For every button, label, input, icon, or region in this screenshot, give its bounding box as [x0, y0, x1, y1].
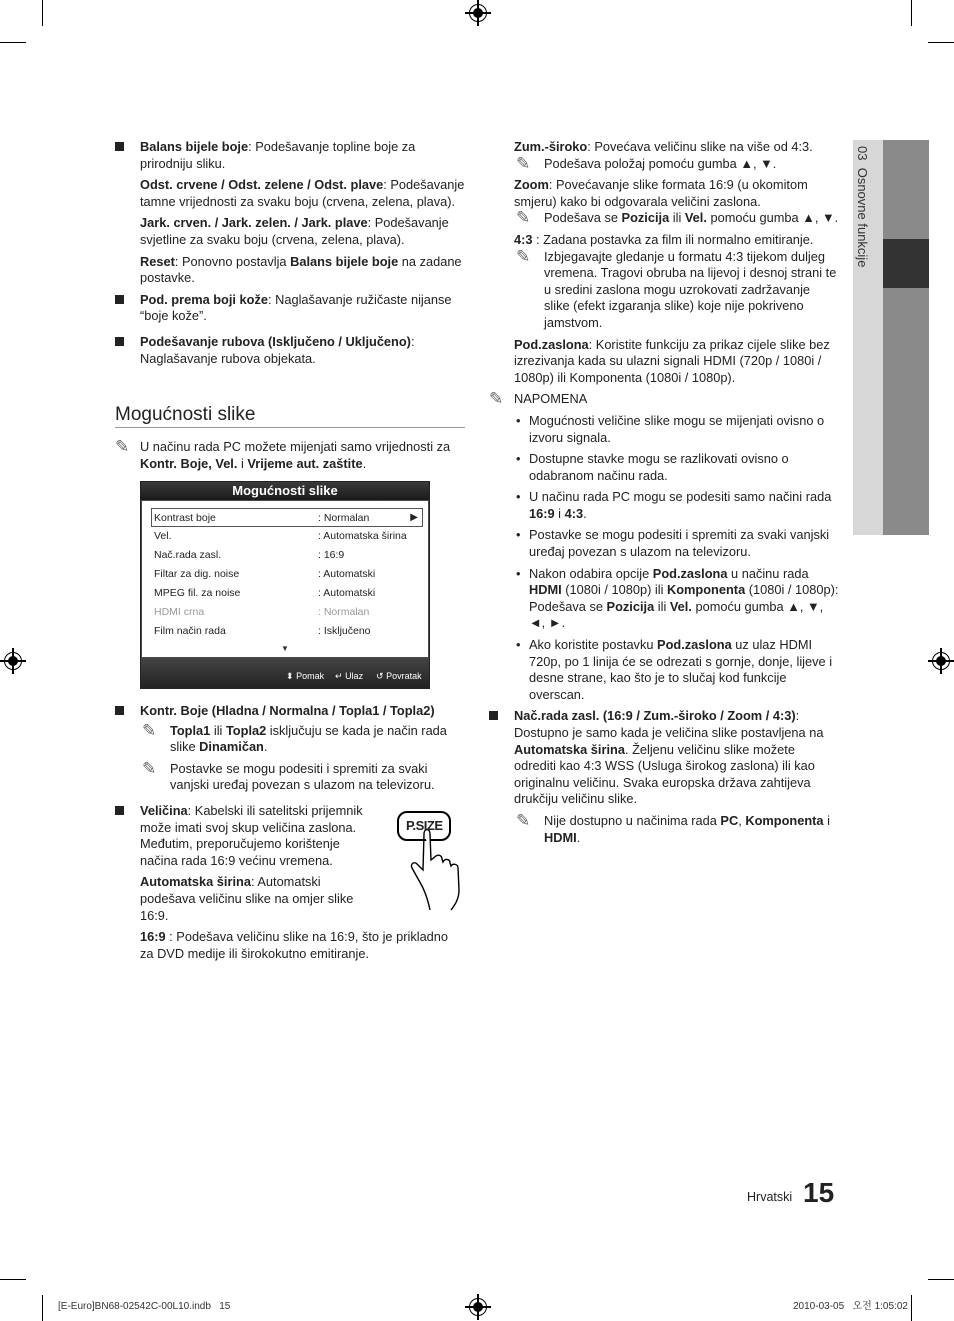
note-pencil-icon: ✎	[142, 720, 157, 740]
list-item: Balans bijele boje: Podešavanje topline boje za prirodniju sliku.	[115, 139, 465, 172]
crop-mark	[928, 1279, 954, 1280]
paragraph: 4:3 : Zadana postavka za film ili normalno emitiranje.	[514, 231, 814, 247]
list-item: Nač.rada zasl. (16:9 / Zum.-široko / Zoom / 4:3): Dostupno je samo kada je veličina slike postavljena na Automatska širina. Željenu veličinu slike možete odrediti kao 4:3 WSS (Usluga širokog zaslona) ili kao originalnu veličinu. Svaka europska država zahtijeva drukčiju veličinu slike.	[489, 708, 839, 808]
square-bullet-icon	[115, 295, 124, 304]
print-date-info: 2010-03-05 오전 1:05:02	[793, 1301, 908, 1312]
crop-mark	[0, 1279, 26, 1280]
arrow-right-icon: ▶	[410, 512, 418, 523]
paragraph: Pod.zaslona: Koristite funkciju za prikaz cijele slike bez izrezivanja kada su ulazni signali HDMI (720p / 1080i / 1080p) ili Komponenta (1080i / 1080p).	[514, 336, 830, 385]
square-bullet-icon	[489, 711, 498, 720]
list-subitem: Odst. crvene / Odst. zelene / Odst. plave: Podešavanje tamne vrijednosti za svaku boju (crvena, zelena, plava).	[140, 177, 465, 209]
note: ✎ Podešava se Pozicija ili Vel. pomoću gumba ▲, ▼.	[516, 208, 839, 228]
heading-rule	[115, 427, 465, 428]
list-item: Pod. prema boji kože: Naglašavanje ružičaste nijanse “boje kože”.	[115, 292, 465, 325]
crop-mark	[911, 0, 912, 26]
osd-row[interactable]: Nač.rada zasl. : 16:9	[154, 549, 345, 561]
square-bullet-icon	[115, 142, 124, 151]
chapter-tab-marker	[883, 239, 929, 288]
osd-row[interactable]: MPEG fil. za noise : Automatski	[154, 587, 376, 599]
osd-menu	[140, 481, 430, 689]
pc-note: ✎ U načinu rada PC možete mijenjati samo vrijednosti za Kontr. Boje, Vel. i Vrijeme aut. zaštite.	[115, 437, 451, 471]
chapter-title: Osnovne funkcije	[855, 167, 870, 268]
list-subitem: Automatska širina: Automatski podešava veličinu slike na omjer slike 16:9.	[140, 874, 354, 923]
list-item: Podešavanje rubova (Isključeno / Uključeno): Naglašavanje rubova objekata.	[115, 334, 465, 367]
note: ✎ Podešava položaj pomoću gumba ▲, ▼.	[516, 153, 777, 173]
list-subitem: Jark. crven. / Jark. zelen. / Jark. plave: Podešavanje svjetline za svaku boju (crvena, zelena, plava).	[140, 215, 449, 247]
osd-row-disabled: HDMI crna : Normalan	[154, 606, 370, 618]
osd-row-selected[interactable]: Kontrast boje : Normalan ▶	[151, 508, 423, 527]
left-column	[115, 139, 465, 372]
paragraph: Zum.-široko: Povećava veličinu slike na više od 4:3.	[514, 139, 813, 154]
crop-mark	[0, 42, 26, 43]
osd-footer: ⬍ Pomak ↵ Ulaz ↺ Povratak	[141, 658, 429, 688]
square-bullet-icon	[115, 337, 124, 346]
paragraph: Zoom: Povećavanje slike formata 16:9 (u okomitom smjeru) kako bi odgovarala veličini zaslona.	[514, 177, 808, 209]
page-language: Hrvatski	[747, 1190, 793, 1204]
print-file-info: [E-Euro]BN68-02542C-00L10.indb 15	[58, 1301, 231, 1312]
right-column	[489, 139, 839, 851]
bullet-item: • Dostupne stavke mogu se razlikovati ovisno o odabranom načinu rada.	[516, 451, 789, 483]
note: ✎ Postavke se mogu podesiti i spremiti za svaki vanjski uređaj povezan s ulazom na televizoru.	[142, 758, 435, 793]
registration-mark-icon	[932, 652, 950, 670]
move-icon: ⬍	[286, 671, 294, 681]
note-pencil-icon: ✎	[115, 437, 130, 456]
note: ✎ Topla1 ili Topla2 isključuju se kada je način rada slike Dinamičan.	[142, 720, 447, 755]
bullet-item: • U načinu rada PC mogu se podesiti samo načini rada 16:9 i 4:3.	[516, 489, 832, 521]
note-pencil-icon: ✎	[516, 153, 531, 173]
crop-mark	[911, 1295, 912, 1321]
osd-row[interactable]: Vel. : Automatska širina	[154, 530, 407, 542]
chapter-tab-label	[853, 146, 870, 267]
registration-mark-icon	[4, 652, 22, 670]
enter-icon: ↵	[335, 671, 343, 681]
bullet-item: • Nakon odabira opcije Pod.zaslona u načinu rada HDMI (1080i / 1080p) ili Komponenta (1080i / 1080p): Podešava se Pozicija ili Vel. pomoću gumba ▲, ▼, ◄, ►.	[516, 565, 839, 631]
bullet-item: • Ako koristite postavku Pod.zaslona uz ulaz HDMI 720p, po 1 linija će se odrezati s gornje, donje, lijeve i desne strane, kao što je to slučaj kod funkcije overscan.	[516, 637, 833, 702]
note-pencil-icon: ✎	[516, 208, 531, 228]
note: ✎ Izbjegavajte gledanje u formatu 4:3 tijekom duljeg vremena. Tragovi obruba na lijevoj i desnoj strani te u sredini zaslona mogu uzrokovati zadržavanje slike (efekt izgaranja slike) koje nije pokriveno jamstvom.	[516, 246, 837, 330]
square-bullet-icon	[115, 806, 124, 815]
psize-remote-illustration	[396, 810, 466, 912]
section-heading: Mogućnosti slike	[115, 404, 256, 425]
return-icon: ↺	[376, 671, 384, 681]
bullet-item: • Mogućnosti veličine slike mogu se mijenjati ovisno o izvoru signala.	[516, 412, 825, 445]
note-pencil-icon: ✎	[516, 810, 531, 830]
chapter-tab-dark	[883, 140, 929, 535]
list-subitem: 16:9 : Podešava veličinu slike na 16:9, što je prikladno za DVD medije ili širokokutno emitiranje.	[140, 929, 449, 961]
napomena-heading: ✎ NAPOMENA	[489, 389, 588, 409]
registration-mark-icon	[469, 4, 487, 22]
crop-mark	[42, 0, 43, 26]
list-item: Veličina: Kabelski ili satelitski prijemnik može imati svoj skup veličina zaslona. Međutim, preporučujemo korištenje načina rada 16:9 većinu vremena.	[115, 803, 370, 869]
page-number: 15	[803, 1177, 835, 1208]
registration-mark-icon	[469, 1298, 487, 1316]
chapter-number: 03	[855, 146, 870, 161]
psize-button: P.SIZE	[406, 818, 443, 833]
osd-body	[142, 501, 428, 657]
note-pencil-icon: ✎	[142, 758, 157, 778]
osd-row[interactable]: Film način rada : Isključeno	[154, 625, 371, 637]
list-subitem: Reset: Ponovno postavlja Balans bijele boje na zadane postavke.	[140, 253, 462, 286]
osd-row[interactable]: Filtar za dig. noise : Automatski	[154, 568, 376, 580]
square-bullet-icon	[115, 706, 124, 715]
bullet-item: • Postavke se mogu podesiti i spremiti za svaki vanjski uređaj povezan s ulazom na televizoru.	[516, 527, 830, 560]
osd-title: Mogućnosti slike	[141, 482, 429, 500]
note-pencil-icon: ✎	[489, 389, 504, 409]
list-item: Kontr. Boje (Hladna / Normalna / Topla1 / Topla2)	[115, 703, 465, 720]
crop-mark	[928, 42, 954, 43]
crop-mark	[42, 1295, 43, 1321]
scroll-down-icon[interactable]: ▼	[281, 644, 289, 653]
note-pencil-icon: ✎	[516, 246, 531, 266]
note: ✎ Nije dostupno u načinima rada PC, Komponenta i HDMI.	[516, 810, 830, 845]
